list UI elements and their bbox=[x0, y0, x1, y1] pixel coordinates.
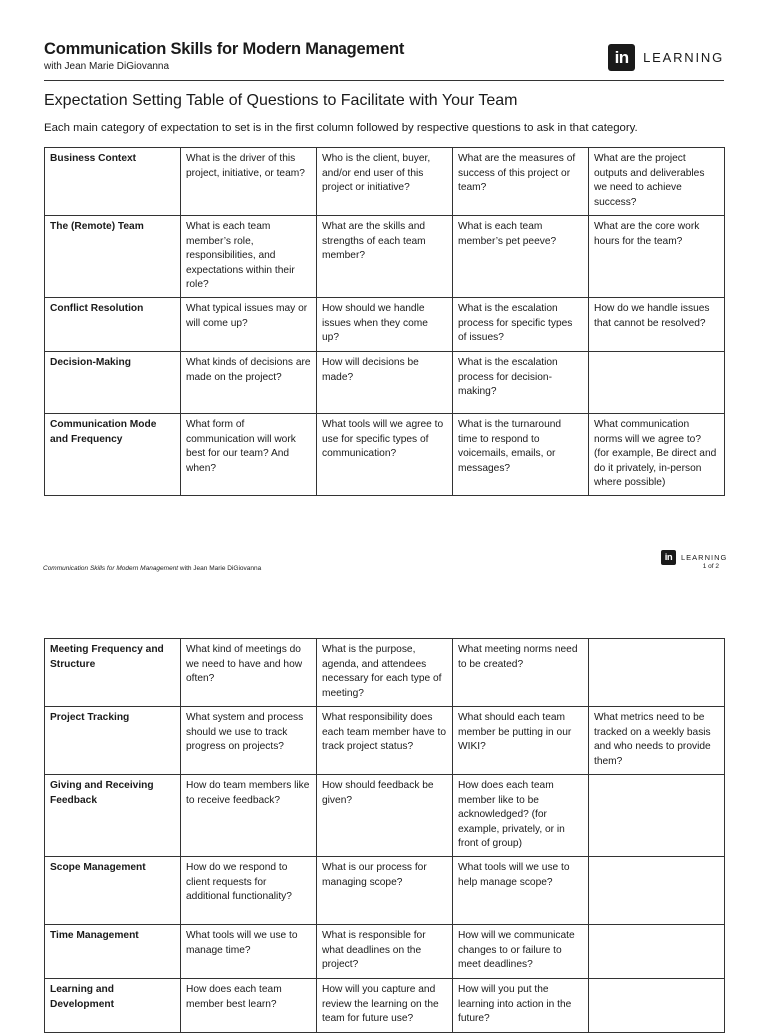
table-row bbox=[45, 216, 725, 298]
question-cell: How does each team member like to be acknowledged? (for example, privately, or in front of group) bbox=[453, 775, 589, 857]
table-row bbox=[45, 352, 725, 414]
course-title: Communication Skills for Modern Management bbox=[44, 40, 405, 58]
page-number: 1 of 2 bbox=[702, 563, 719, 570]
question-cell: How will you put the learning into action in the future? bbox=[453, 979, 589, 1033]
question-cell: What meeting norms need to be created? bbox=[453, 639, 589, 707]
question-cell: What form of communication will work best for our team? And when? bbox=[181, 414, 317, 496]
question-cell: How will you capture and review the learning on the team for future use? bbox=[317, 979, 453, 1033]
question-cell: What responsibility does each team member have to track project status? bbox=[317, 707, 453, 775]
logo-label: LEARNING bbox=[643, 50, 724, 65]
category-cell: Project Tracking bbox=[45, 707, 181, 775]
question-cell: What should each team member be putting in our WIKI? bbox=[453, 707, 589, 775]
category-cell: Scope Management bbox=[45, 857, 181, 925]
table-row bbox=[45, 414, 725, 496]
document-title: Expectation Setting Table of Questions to Facilitate with Your Team bbox=[44, 92, 518, 109]
footer-logo-label: LEARNING bbox=[681, 553, 728, 562]
question-cell bbox=[589, 925, 725, 979]
question-cell: How do team members like to receive feedback? bbox=[181, 775, 317, 857]
table-row bbox=[45, 298, 725, 352]
question-cell: What is the escalation process for specific types of issues? bbox=[453, 298, 589, 352]
question-cell: What are the skills and strengths of each team member? bbox=[317, 216, 453, 298]
question-cell: What is each team member’s role, responsibilities, and expectations within their role? bbox=[181, 216, 317, 298]
table-row bbox=[45, 925, 725, 979]
category-cell: Conflict Resolution bbox=[45, 298, 181, 352]
question-cell: How do we handle issues that cannot be resolved? bbox=[589, 298, 725, 352]
intro-text: Each main category of expectation to set is in the first column followed by respective questions to ask in that category. bbox=[44, 122, 638, 134]
question-cell: How will decisions be made? bbox=[317, 352, 453, 414]
table-row bbox=[45, 639, 725, 707]
question-cell: What tools will we use to manage time? bbox=[181, 925, 317, 979]
table-row bbox=[45, 857, 725, 925]
linkedin-icon: in bbox=[661, 550, 676, 565]
linkedin-icon: in bbox=[608, 44, 635, 71]
question-cell: What kind of meetings do we need to have and how often? bbox=[181, 639, 317, 707]
footer-course-title: Communication Skills for Modern Management bbox=[43, 565, 179, 572]
question-cell: How does each team member best learn? bbox=[181, 979, 317, 1033]
question-cell: What communication norms will we agree to? (for example, Be direct and do it privately, in-person where possible) bbox=[589, 414, 725, 496]
category-cell: The (Remote) Team bbox=[45, 216, 181, 298]
question-cell: What is the purpose, agenda, and attendees necessary for each type of meeting? bbox=[317, 639, 453, 707]
question-cell: What is our process for managing scope? bbox=[317, 857, 453, 925]
footer-author: with Jean Marie DiGiovanna bbox=[178, 565, 262, 572]
question-cell: What system and process should we use to track progress on projects? bbox=[181, 707, 317, 775]
table-row bbox=[45, 707, 725, 775]
page-header bbox=[44, 40, 724, 81]
question-cell: What tools will we agree to use for specific types of communication? bbox=[317, 414, 453, 496]
category-cell: Business Context bbox=[45, 148, 181, 216]
table-row bbox=[45, 775, 725, 857]
question-cell: What metrics need to be tracked on a weekly basis and who needs to provide them? bbox=[589, 707, 725, 775]
question-cell: How will we communicate changes to or failure to meet deadlines? bbox=[453, 925, 589, 979]
linkedin-learning-logo bbox=[608, 44, 724, 71]
question-cell: Who is the client, buyer, and/or end user of this project or initiative? bbox=[317, 148, 453, 216]
question-cell: How should we handle issues when they come up? bbox=[317, 298, 453, 352]
question-cell: How should feedback be given? bbox=[317, 775, 453, 857]
question-cell bbox=[589, 857, 725, 925]
category-cell: Communication Mode and Frequency bbox=[45, 414, 181, 496]
question-cell: What is responsible for what deadlines on the project? bbox=[317, 925, 453, 979]
category-cell: Learning and Development bbox=[45, 979, 181, 1033]
category-cell: Giving and Receiving Feedback bbox=[45, 775, 181, 857]
question-cell bbox=[589, 775, 725, 857]
question-cell: What are the measures of success of this project or team? bbox=[453, 148, 589, 216]
question-cell: What typical issues may or will come up? bbox=[181, 298, 317, 352]
question-cell: What is the escalation process for decision-making? bbox=[453, 352, 589, 414]
question-cell bbox=[589, 352, 725, 414]
question-cell bbox=[589, 979, 725, 1033]
category-cell: Decision-Making bbox=[45, 352, 181, 414]
expectation-table-page-2 bbox=[44, 638, 725, 1033]
question-cell: What are the project outputs and deliverables we need to achieve success? bbox=[589, 148, 725, 216]
question-cell: What are the core work hours for the team? bbox=[589, 216, 725, 298]
question-cell: How do we respond to client requests for additional functionality? bbox=[181, 857, 317, 925]
category-cell: Meeting Frequency and Structure bbox=[45, 639, 181, 707]
question-cell: What is the driver of this project, initiative, or team? bbox=[181, 148, 317, 216]
footer-course-line bbox=[43, 565, 261, 572]
question-cell: What is each team member’s pet peeve? bbox=[453, 216, 589, 298]
author-line: with Jean Marie DiGiovanna bbox=[44, 61, 170, 72]
expectation-table-page-1 bbox=[44, 147, 725, 496]
table-row bbox=[45, 979, 725, 1033]
question-cell bbox=[589, 639, 725, 707]
question-cell: What tools will we use to help manage scope? bbox=[453, 857, 589, 925]
question-cell: What is the turnaround time to respond to voicemails, emails, or messages? bbox=[453, 414, 589, 496]
question-cell: What kinds of decisions are made on the project? bbox=[181, 352, 317, 414]
category-cell: Time Management bbox=[45, 925, 181, 979]
table-row bbox=[45, 148, 725, 216]
